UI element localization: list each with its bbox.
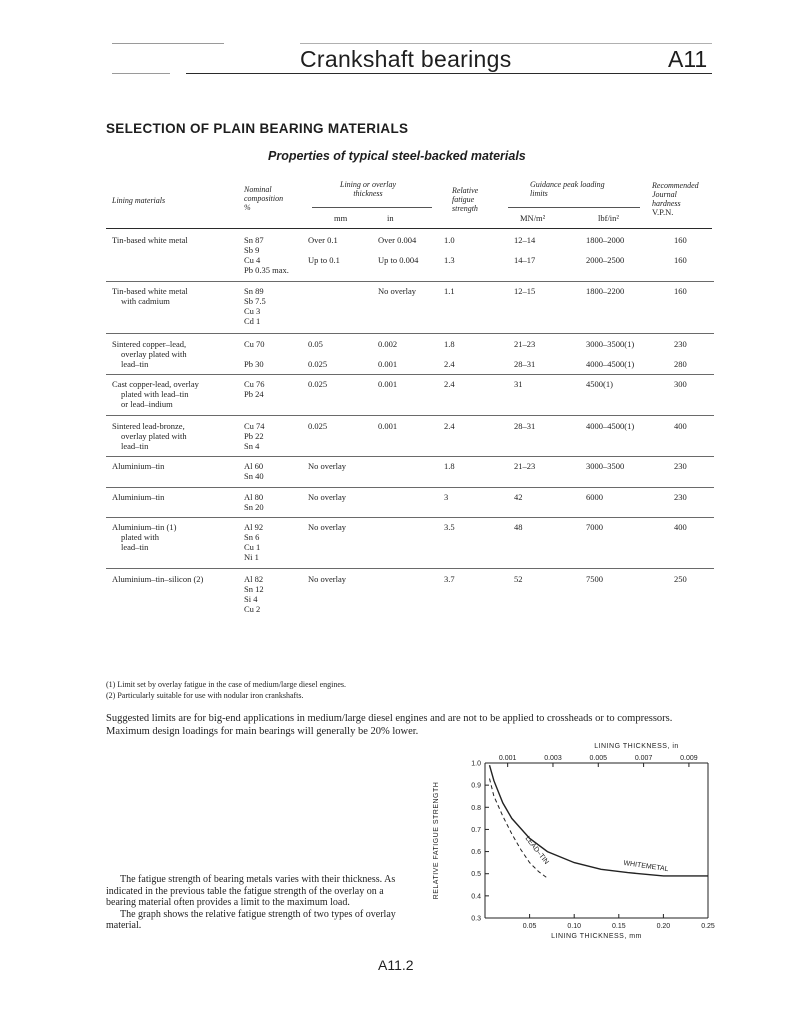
table-cell-mn: 48 [514, 522, 523, 532]
table-cell-material: Aluminium–tin [112, 492, 165, 502]
side-text [106, 874, 402, 932]
table-cell-lbf: 6000 [586, 492, 603, 502]
table-cell-in [378, 461, 444, 481]
table-row [112, 522, 712, 562]
table-cell-lbf: 7000 [586, 522, 603, 532]
table-cell-fatigue: 1.0 1.3 [444, 235, 455, 265]
table-cell-lbf: 4500(1) [586, 379, 613, 389]
table-cell-mn: 12–14 14–17 [514, 235, 536, 265]
x-tick-label: 0.15 [611, 923, 626, 930]
x2-tick-label: 0.007 [634, 755, 653, 762]
table-cell-mm [308, 286, 378, 326]
series-label-whitemetal: WHITEMETAL [622, 859, 669, 874]
table-cell-fatigue: 1.8 [444, 461, 455, 471]
header-rule-left [112, 73, 170, 74]
table-cell-mm: 0.05 0.025 [308, 339, 328, 369]
row-separator [112, 562, 712, 574]
table-cell-fatigue: 2.4 [444, 379, 455, 389]
x-tick-label: 0.20 [656, 923, 671, 930]
table-cell-mn: 42 [514, 492, 523, 502]
header-top-rule [112, 43, 224, 44]
table-cell-mm: No overlay [308, 522, 347, 532]
table-cell-composition: Sn 89 Sb 7.5 Cu 3 Cd 1 [244, 286, 266, 326]
table-cell-vpn: 300 [674, 379, 687, 389]
col-lbf: lbf/in² [598, 213, 619, 223]
x-axis-label: LINING THICKNESS, mm [551, 933, 642, 940]
loading-rule [508, 207, 640, 208]
table-cell-mn: 12–15 [514, 286, 536, 296]
table-cell-in: 0.002 0.001 [378, 339, 398, 369]
table-cell-material: Cast copper-lead, overlay plated with lead–tin or lead–indium [112, 379, 199, 409]
table-cell-material: Sintered lead-bronze, overlay plated with lead–tin [112, 421, 187, 451]
table-cell-in: 0.001 [378, 421, 398, 431]
table-cell-composition: Al 92 Sn 6 Cu 1 Ni 1 [244, 522, 264, 562]
table-cell-lbf: 1800–2000 2000–2500 [586, 235, 625, 265]
table-cell-material: Aluminium–tin (1) plated with lead–tin [112, 522, 177, 552]
table-cell-vpn: 230 280 [674, 339, 687, 369]
table-cell-lbf: 4000–4500(1) [586, 421, 635, 431]
y-tick-label: 1.0 [471, 760, 481, 768]
row-separator [112, 275, 712, 286]
row-divider [106, 568, 714, 569]
x2-axis-label: LINING THICKNESS, in [594, 743, 679, 750]
table-cell-vpn: 250 [674, 574, 687, 584]
col-mn: MN/m² [520, 213, 546, 223]
row-separator [112, 451, 712, 461]
table-cell-fatigue: 1.8 2.4 [444, 339, 455, 369]
table-cell-mn: 21–23 [514, 461, 536, 471]
table-cell-in: Over 0.004 Up to 0.004 [378, 235, 419, 265]
col-in: in [387, 213, 394, 223]
table-cell-mm: No overlay [308, 461, 347, 471]
table-row [112, 379, 712, 409]
page-header-code: A11 [668, 46, 708, 72]
y-tick-label: 0.9 [471, 782, 481, 790]
table-row [112, 235, 712, 275]
table-cell-fatigue: 3.5 [444, 522, 455, 532]
x2-tick-label: 0.005 [589, 755, 608, 762]
table-cell-material: Aluminium–tin–silicon (2) [112, 574, 204, 584]
table-cell-fatigue: 3.7 [444, 574, 455, 584]
thickness-rule [312, 207, 432, 208]
table-row [112, 574, 712, 614]
table-row [112, 421, 712, 451]
col-mm: mm [334, 213, 348, 223]
table-cell-lbf: 3000–3500(1) 4000–4500(1) [586, 339, 635, 369]
series-label-lead-tin: LEAD–TIN [523, 835, 550, 866]
properties-table-body [112, 235, 712, 614]
fatigue-strength-chart [400, 735, 720, 950]
row-separator [112, 481, 712, 492]
table-title: Properties of typical steel-backed materials [268, 149, 526, 163]
row-separator [112, 369, 712, 379]
col-composition: Nominal composition % [244, 185, 284, 212]
col-loading: Guidance peak loading limits [530, 180, 605, 198]
table-cell-vpn: 160 160 [674, 235, 687, 265]
header-rule [186, 73, 712, 74]
table-cell-vpn: 160 [674, 286, 687, 296]
x2-tick-label: 0.001 [498, 755, 517, 762]
table-cell-vpn: 400 [674, 421, 687, 431]
table-cell-mm: 0.025 [308, 379, 328, 389]
table-row [112, 339, 712, 369]
col-hardness: Recommended Journal hardness V.P.N. [652, 181, 699, 217]
row-divider [106, 374, 714, 375]
y-tick-label: 0.6 [471, 849, 481, 857]
page-number: A11.2 [378, 957, 414, 973]
row-separator [112, 409, 712, 421]
table-cell-composition: Sn 87 Sb 9 Cu 4 Pb 0.35 max. [244, 235, 289, 275]
table-cell-in [378, 522, 444, 562]
header-top-rule-right [300, 43, 712, 44]
table-head-rule [106, 228, 712, 229]
table-row [112, 492, 712, 512]
table-cell-composition: Al 80 Sn 20 [244, 492, 264, 512]
row-divider [106, 517, 714, 518]
table-cell-mn: 31 [514, 379, 523, 389]
table-cell-material: Sintered copper–lead, overlay plated with lead–tin [112, 339, 187, 369]
col-fatigue: Relative fatigue strength [452, 186, 479, 213]
footnotes [106, 679, 706, 701]
table-row [112, 461, 712, 481]
row-divider [106, 281, 714, 282]
table-cell-fatigue: 2.4 [444, 421, 455, 431]
table-cell-composition: Cu 76 Pb 24 [244, 379, 265, 399]
y-tick-label: 0.3 [471, 915, 481, 923]
table-cell-vpn: 400 [674, 522, 687, 532]
series-line-whitemetal [490, 765, 709, 876]
y-axis-label: RELATIVE FATIGUE STRENGTH [433, 781, 440, 900]
table-row [112, 286, 712, 326]
x-tick-label: 0.25 [701, 923, 715, 930]
table-cell-mn: 52 [514, 574, 523, 584]
side-paragraph: The graph shows the relative fatigue strength of two types of overlay material. [106, 908, 396, 932]
y-tick-label: 0.5 [471, 871, 481, 879]
table-cell-material: Tin-based white metal with cadmium [112, 286, 188, 306]
y-tick-label: 0.4 [471, 893, 481, 901]
table-cell-composition: Al 82 Sn 12 Si 4 Cu 2 [244, 574, 264, 614]
table-cell-in [378, 492, 444, 512]
table-cell-mm: No overlay [308, 492, 347, 502]
footnote: (2) Particularly suitable for use with nodular iron crankshafts. [106, 691, 304, 700]
table-cell-vpn: 230 [674, 492, 687, 502]
row-separator [112, 512, 712, 522]
table-cell-fatigue: 1.1 [444, 286, 455, 296]
row-divider [106, 333, 714, 334]
properties-table [112, 235, 712, 614]
table-cell-mn: 21–23 28–31 [514, 339, 536, 369]
table-cell-lbf: 1800–2200 [586, 286, 625, 296]
table-cell-lbf: 3000–3500 [586, 461, 625, 471]
footnote: (1) Limit set by overlay fatigue in the case of medium/large diesel engines. [106, 680, 346, 689]
table-cell-fatigue: 3 [444, 492, 449, 502]
series-line-lead-tin [490, 779, 548, 879]
table-cell-composition: Cu 74 Pb 22 Sn 4 [244, 421, 265, 451]
row-divider [106, 487, 714, 488]
table-cell-material: Tin-based white metal [112, 235, 188, 245]
x-tick-label: 0.10 [567, 923, 582, 930]
limits-paragraph: Suggested limits are for big-end applications in medium/large diesel engines and are not to be applied to crossheads or to compressors. Maximum design loadings for main bearings will generally be 20% lower. [106, 713, 673, 737]
y-tick-label: 0.8 [471, 804, 481, 812]
x2-tick-label: 0.003 [544, 755, 562, 762]
table-cell-lbf: 7500 [586, 574, 603, 584]
table-cell-mm: No overlay [308, 574, 347, 584]
table-cell-composition: Al 60 Sn 40 [244, 461, 264, 481]
col-thickness: Lining or overlay thickness [340, 180, 396, 198]
row-divider [106, 456, 714, 457]
table-cell-in: No overlay [378, 286, 417, 296]
table-cell-material: Aluminium–tin [112, 461, 165, 471]
table-cell-in: 0.001 [378, 379, 398, 389]
row-divider [106, 415, 714, 416]
x-tick-label: 0.05 [522, 923, 537, 930]
col-lining-materials: Lining materials [112, 196, 166, 205]
table-cell-in [378, 574, 444, 614]
table-cell-composition: Cu 70 Pb 30 [244, 339, 265, 369]
table-cell-vpn: 230 [674, 461, 687, 471]
side-paragraph: The fatigue strength of bearing metals varies with their thickness. As indicated in the previous table the fatigue strength of the overlay on a bearing material often provides a limit to the maximum load. [106, 874, 396, 909]
table-cell-mm: Over 0.1 Up to 0.1 [308, 235, 340, 265]
y-tick-label: 0.7 [471, 826, 481, 834]
x2-tick-label: 0.009 [680, 755, 698, 762]
section-title: SELECTION OF PLAIN BEARING MATERIALS [106, 121, 409, 136]
table-cell-mn: 28–31 [514, 421, 536, 431]
row-separator [112, 326, 712, 339]
page-header-title: Crankshaft bearings [300, 46, 512, 72]
table-cell-mm: 0.025 [308, 421, 328, 431]
